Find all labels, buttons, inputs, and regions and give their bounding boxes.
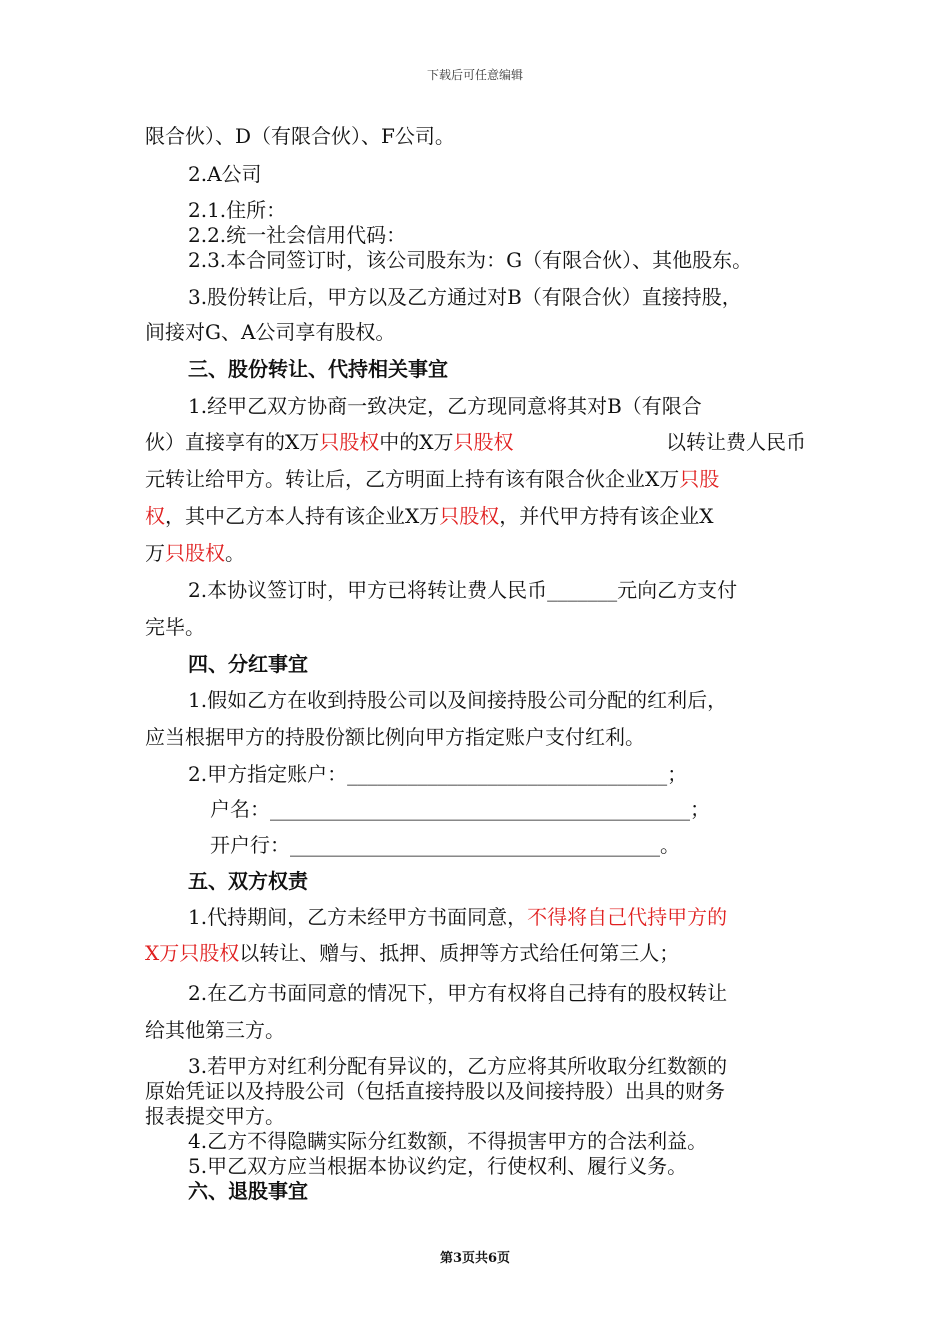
paragraph-line: 万只股权。: [145, 541, 245, 565]
highlight-text: 只股权: [453, 430, 514, 454]
paragraph-line: 1.假如乙方在收到持股公司以及间接持股公司分配的红利后，: [188, 688, 728, 712]
paragraph-line: 2.3.本合同签订时，该公司股东为：G（有限合伙）、其他股东。: [188, 248, 753, 272]
account-field: 2.甲方指定账户：________________________________；: [188, 762, 688, 786]
highlight-text: 只股权: [165, 541, 225, 565]
account-name-field: 户名：__________________________________________；: [210, 797, 710, 821]
page-header: 下载后可任意编辑: [426, 68, 523, 82]
paragraph-line: 权，其中乙方本人持有该企业X万只股权，并代甲方持有该企业X: [145, 504, 714, 528]
highlight-text: 权: [145, 504, 165, 528]
bank-field: 开户行：_____________________________________。: [210, 833, 680, 857]
paragraph-line: 4.乙方不得隐瞒实际分红数额，不得损害甲方的合法利益。: [188, 1129, 708, 1153]
paragraph-line: X万只股权以转让、赠与、抵押、质押等方式给任何第三人；: [145, 941, 680, 965]
section-heading-5: 五、双方权责: [188, 869, 308, 893]
section-heading-4: 四、分红事宜: [188, 652, 308, 676]
paragraph-line: 报表提交甲方。: [145, 1104, 285, 1128]
paragraph-line: 应当根据甲方的持股份额比例向甲方指定账户支付红利。: [145, 725, 645, 749]
paragraph-line: 2.在乙方书面同意的情况下，甲方有权将自己持有的股权转让: [188, 981, 728, 1005]
paragraph-line: 2.2.统一社会信用代码：: [188, 223, 407, 247]
highlight-text: 只股权: [439, 504, 500, 528]
text-run: 伙）直接享有的X万只股权中的X万只股权: [145, 430, 514, 454]
highlight-text: 只股: [679, 467, 720, 491]
section-heading-3: 三、股份转让、代持相关事宜: [188, 357, 448, 381]
paragraph-line: 原始凭证以及持股公司（包括直接持股以及间接持股）出具的财务: [145, 1079, 725, 1103]
page-footer: 第3页共6页: [439, 1251, 511, 1266]
paragraph-line: 给其他第三方。: [145, 1018, 285, 1042]
text-run: 以转让费人民币: [666, 430, 806, 454]
highlight-text: 只股权: [319, 430, 380, 454]
paragraph-line: 1.经甲乙双方协商一致决定，乙方现同意将其对B（有限合: [188, 394, 702, 418]
paragraph-line: 间接对G、A公司享有股权。: [145, 320, 396, 344]
paragraph-line: 5.甲乙双方应当根据本协议约定，行使权利、履行义务。: [188, 1154, 688, 1178]
paragraph-line: 2.1.住所：: [188, 198, 287, 222]
highlight-text: 不得将自己代持甲方的: [527, 905, 728, 929]
paragraph-line: 3.若甲方对红利分配有异议的，乙方应将其所收取分红数额的: [188, 1054, 728, 1078]
paragraph-line: 限合伙）、D（有限合伙）、F公司。: [145, 124, 455, 148]
highlight-text: X万只股权: [145, 941, 240, 965]
paragraph-line: [145, 430, 806, 454]
paragraph-line: 1.代持期间，乙方未经甲方书面同意，不得将自己代持甲方的: [188, 905, 728, 929]
paragraph-line: 完毕。: [145, 615, 205, 639]
paragraph-line: 2.A公司: [188, 162, 262, 186]
section-heading-6: 六、退股事宜: [188, 1179, 308, 1203]
paragraph-line: 3.股份转让后，甲方以及乙方通过对B（有限合伙）直接持股，: [188, 285, 742, 309]
paragraph-line: 2.本协议签订时，甲方已将转让费人民币_______元向乙方支付: [188, 578, 738, 602]
paragraph-line: 元转让给甲方。转让后，乙方明面上持有该有限合伙企业X万只股: [145, 467, 720, 491]
